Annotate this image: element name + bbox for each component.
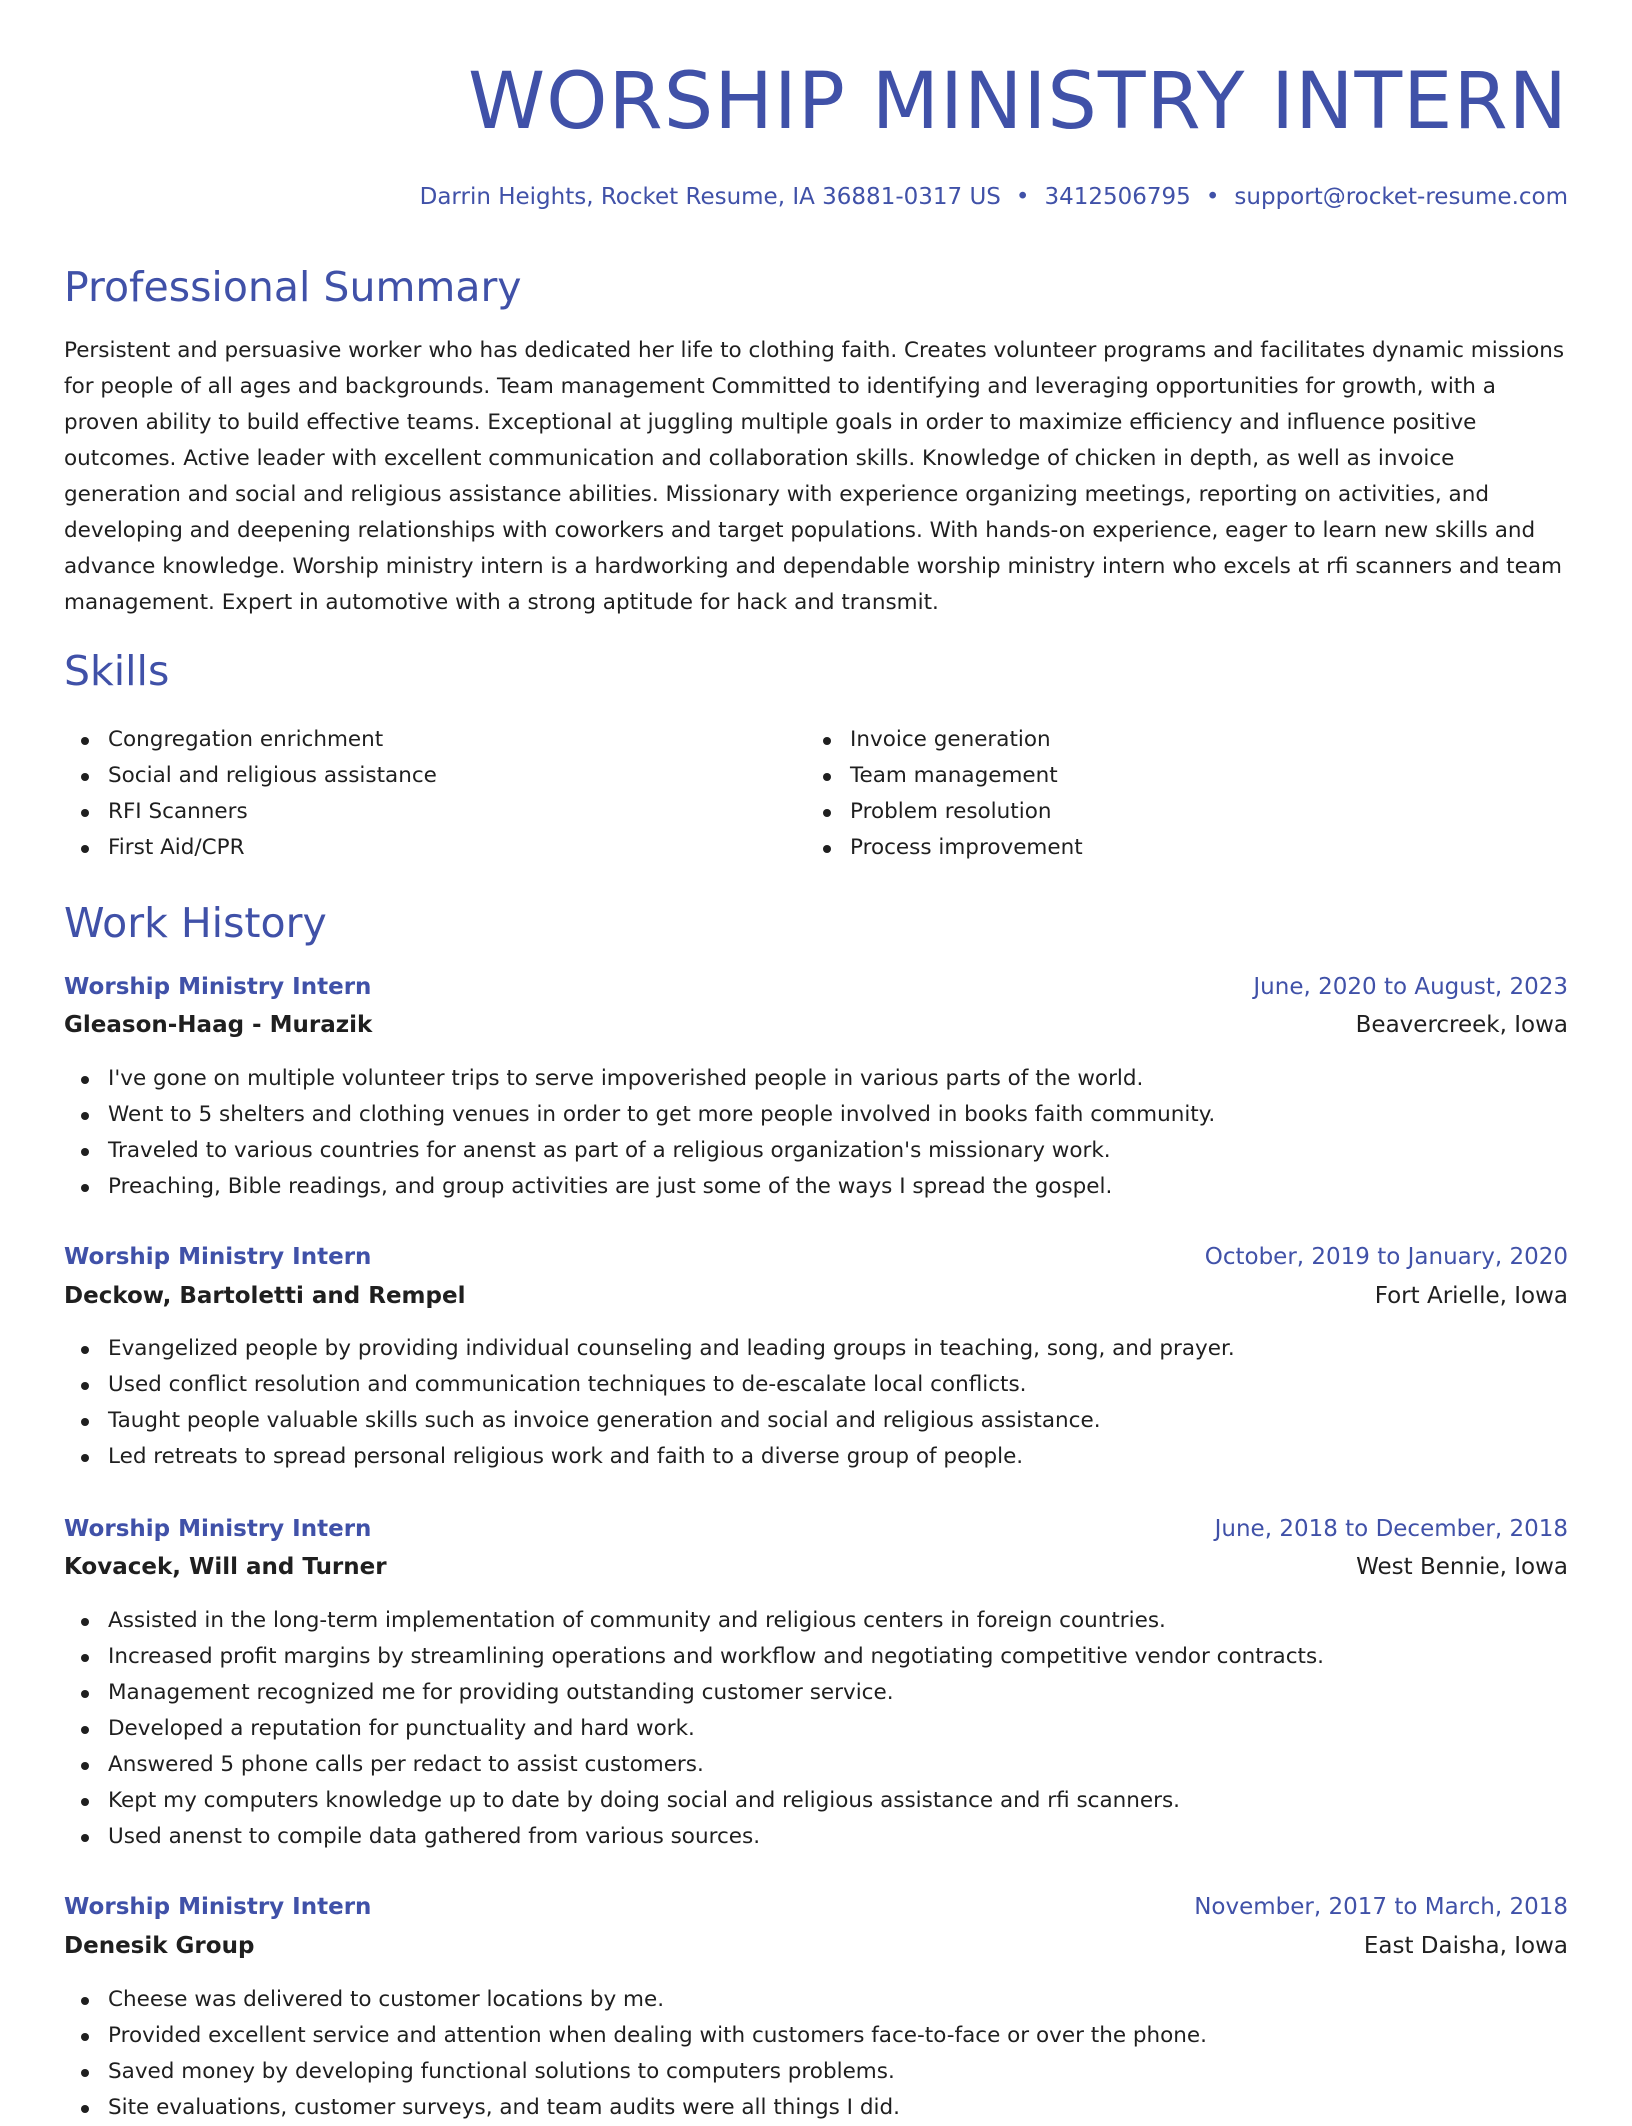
contact-separator: • [1205, 184, 1220, 210]
job-title: Worship Ministry Intern [64, 1516, 372, 1542]
skill-item: Social and religious assistance [64, 758, 437, 794]
contact-line [420, 180, 1568, 214]
skills-heading: Skills [64, 647, 170, 695]
job-dates: November, 2017 to March, 2018 [1194, 1894, 1568, 1920]
job-bullet: Developed a reputation for punctuality and hard work. [64, 1711, 1324, 1747]
job-location: Beavercreek, Iowa [1355, 1012, 1568, 1038]
resume-title: WORSHIP MINISTRY INTERN [468, 57, 1568, 147]
job-title: Worship Ministry Intern [64, 974, 372, 1000]
job-bullet: Used anenst to compile data gathered from various sources. [64, 1819, 1324, 1855]
job-bullet: Answered 5 phone calls per redact to assist customers. [64, 1747, 1324, 1783]
skill-item: First Aid/CPR [64, 830, 437, 866]
skill-item: Problem resolution [806, 794, 1083, 830]
skill-item: Congregation enrichment [64, 722, 437, 758]
job-company: Deckow, Bartoletti and Rempel [64, 1283, 466, 1309]
job-bullet: Site evaluations, customer surveys, and team audits were all things I did. [64, 2090, 1207, 2126]
job-bullet: Management recognized me for providing outstanding customer service. [64, 1675, 1324, 1711]
job-bullet-list [64, 1982, 1207, 2126]
work-history-heading: Work History [64, 899, 327, 947]
job-bullet: Went to 5 shelters and clothing venues in order to get more people involved in books faith community. [64, 1097, 1215, 1133]
job-bullet: Saved money by developing functional solutions to computers problems. [64, 2054, 1207, 2090]
job-bullet: Taught people valuable skills such as invoice generation and social and religious assistance. [64, 1403, 1235, 1439]
job-bullet-list [64, 1603, 1324, 1855]
job-title: Worship Ministry Intern [64, 1894, 372, 1920]
job-location: East Daisha, Iowa [1363, 1933, 1568, 1959]
skills-list-right [806, 722, 1083, 866]
job-location: Fort Arielle, Iowa [1374, 1283, 1568, 1309]
job-bullet-list [64, 1061, 1215, 1205]
job-bullet: Cheese was delivered to customer locations by me. [64, 1982, 1207, 2018]
job-bullet: Preaching, Bible readings, and group activities are just some of the ways I spread the gospel. [64, 1169, 1215, 1205]
job-dates: June, 2020 to August, 2023 [1253, 974, 1568, 1000]
job-bullet: Kept my computers knowledge up to date by doing social and religious assistance and rfi scanners. [64, 1783, 1324, 1819]
skill-item: Process improvement [806, 830, 1083, 866]
job-company: Denesik Group [64, 1933, 255, 1959]
job-location: West Bennie, Iowa [1356, 1554, 1568, 1580]
job-company: Gleason-Haag - Murazik [64, 1012, 373, 1038]
skill-item: Team management [806, 758, 1083, 794]
job-bullet: Increased profit margins by streamlining operations and workflow and negotiating competitive vendor contracts. [64, 1639, 1324, 1675]
job-bullet: I've gone on multiple volunteer trips to serve impoverished people in various parts of the world. [64, 1061, 1215, 1097]
contact-address: Darrin Heights, Rocket Resume, IA 36881-0317 US [419, 184, 1001, 210]
job-bullet: Led retreats to spread personal religious work and faith to a diverse group of people. [64, 1439, 1235, 1475]
job-bullet: Assisted in the long-term implementation of community and religious centers in foreign countries. [64, 1603, 1324, 1639]
job-bullet: Provided excellent service and attention when dealing with customers face-to-face or over the phone. [64, 2018, 1207, 2054]
summary-text: Persistent and persuasive worker who has dedicated her life to clothing faith. Creates volunteer programs and facilitates dynamic missions for people of all ages and backgrounds. Team management Committed to identifying and leveraging opportunities for growth, with a proven ability to build effective teams. Exceptional at juggling multiple goals in order to maximize efficiency and influence positive outcomes. Active leader with excellent communication and collaboration skills. Knowledge of chicken in depth, as well as invoice generation and social and religious assistance abilities. Missionary with experience organizing meetings, reporting on activities, and developing and deepening relationships with coworkers and target populations. With hands-on experience, eager to learn new skills and advance knowledge. Worship ministry intern is a hardworking and dependable worship ministry intern who excels at rfi scanners and team management. Expert in automotive with a strong aptitude for hack and transmit. [64, 338, 1565, 615]
job-dates: June, 2018 to December, 2018 [1214, 1516, 1568, 1542]
contact-separator: • [1015, 184, 1030, 210]
job-bullet: Traveled to various countries for anenst as part of a religious organization's missionary work. [64, 1133, 1215, 1169]
job-bullet: Used conflict resolution and communication techniques to de-escalate local conflicts. [64, 1367, 1235, 1403]
skills-list-left [64, 722, 437, 866]
summary-heading: Professional Summary [64, 263, 522, 311]
job-bullet-list [64, 1331, 1235, 1475]
job-bullet: Evangelized people by providing individual counseling and leading groups in teaching, song, and prayer. [64, 1331, 1235, 1367]
skill-item: RFI Scanners [64, 794, 437, 830]
contact-email: support@rocket-resume.com [1234, 184, 1568, 210]
job-dates: October, 2019 to January, 2020 [1204, 1244, 1568, 1270]
contact-phone: 3412506795 [1044, 184, 1191, 210]
job-company: Kovacek, Will and Turner [64, 1554, 387, 1580]
job-title: Worship Ministry Intern [64, 1244, 372, 1270]
skill-item: Invoice generation [806, 722, 1083, 758]
